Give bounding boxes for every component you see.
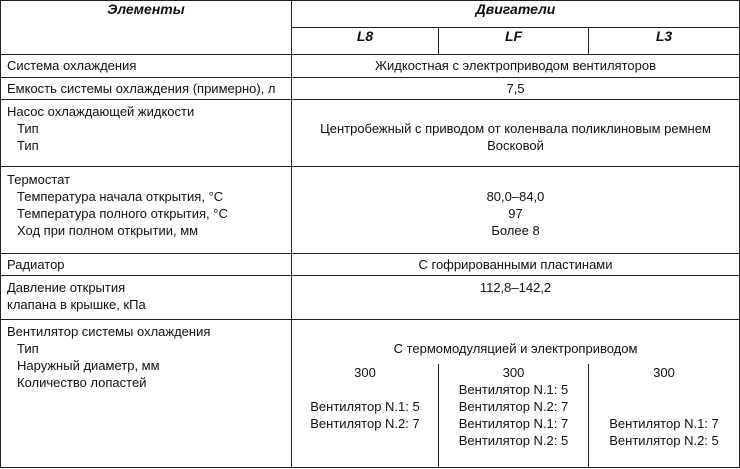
- pump-type1-value: Центробежный с приводом от коленвала поликлиновым ремнем: [320, 121, 711, 137]
- fan-type-value-cell: [292, 319, 740, 364]
- row-pressure: [1, 276, 740, 319]
- pressure-value: 112,8–142,2: [292, 276, 740, 319]
- pump-values: [292, 100, 740, 166]
- row-radiator: [1, 253, 740, 276]
- fan-lf-diameter: 300: [502, 364, 525, 380]
- fan-lf-line1: Вентилятор N.1: 5: [458, 381, 569, 397]
- thermostat-values: [292, 166, 740, 253]
- row-thermostat: [1, 166, 740, 253]
- thermostat-full-label: Температура полного открытия, °С: [17, 205, 228, 221]
- fan-l3-diameter: 300: [653, 364, 675, 380]
- pressure-labels: [1, 276, 292, 319]
- fan-type-label: Тип: [17, 340, 39, 356]
- row-fan-top: [1, 319, 740, 364]
- header-elements: Элементы: [1, 1, 292, 55]
- pump-type1-label: Тип: [17, 121, 39, 137]
- fan-l8-fan1: Вентилятор N.1: 5: [310, 398, 420, 414]
- cooling-system-label: Система охлаждения: [1, 54, 292, 77]
- radiator-value: С гофрированными пластинами: [292, 253, 740, 276]
- fan-diameter-label: Наружный диаметр, мм: [17, 357, 160, 373]
- thermostat-start-label: Температура начала открытия, °С: [17, 188, 224, 204]
- capacity-value: 7,5: [292, 77, 740, 100]
- thermostat-stroke-value: Более 8: [491, 222, 540, 238]
- pump-labels: [1, 100, 292, 166]
- fan-l8-fan2: Вентилятор N.2: 7: [310, 415, 420, 431]
- fan-l8-values: [292, 364, 439, 468]
- row-cooling-system: [1, 54, 740, 77]
- fan-blades-label: Количество лопастей: [17, 374, 147, 390]
- header-engine-l3: L3: [589, 27, 740, 54]
- header-engine-l8: L8: [292, 27, 439, 54]
- radiator-label: Радиатор: [1, 253, 292, 276]
- fan-lf-line2: Вентилятор N.2: 7: [458, 398, 569, 414]
- fan-lf-line3: Вентилятор N.1: 7: [458, 415, 569, 431]
- row-pump: [1, 100, 740, 166]
- fan-lf-values: [439, 364, 589, 468]
- header-row-top: [1, 1, 740, 28]
- fan-l3-fan1: Вентилятор N.1: 7: [609, 415, 719, 431]
- fan-lf-line4: Вентилятор N.2: 5: [458, 432, 569, 448]
- header-engine-lf: LF: [439, 27, 589, 54]
- pump-type2-label: Тип: [17, 138, 39, 154]
- header-engines: Двигатели: [292, 1, 740, 28]
- thermostat-label: Термостат: [7, 171, 71, 187]
- fan-l3-fan2: Вентилятор N.2: 5: [609, 432, 719, 448]
- fan-labels: [1, 319, 292, 467]
- thermostat-stroke-label: Ход при полном открытии, мм: [17, 222, 199, 238]
- thermostat-full-value: 97: [508, 205, 523, 221]
- fan-label: Вентилятор системы охлаждения: [7, 323, 211, 339]
- fan-l3-values: [589, 364, 740, 468]
- pressure-label-line2: клапана в крышке, кПа: [7, 297, 146, 313]
- thermostat-start-value: 80,0–84,0: [486, 188, 545, 204]
- fan-l8-diameter: 300: [354, 364, 376, 380]
- thermostat-labels: [1, 166, 292, 253]
- pump-label: Насос охлаждающей жидкости: [7, 104, 195, 120]
- cooling-system-value: Жидкостная с электроприводом вентиляторов: [292, 54, 740, 77]
- row-capacity: [1, 77, 740, 100]
- capacity-label: Емкость системы охлаждения (примерно), л: [1, 77, 292, 100]
- pressure-label-line1: Давление открытия: [7, 280, 126, 296]
- pump-type2-value: Восковой: [487, 138, 544, 154]
- fan-type-value: С термомодуляцией и электроприводом: [393, 340, 638, 356]
